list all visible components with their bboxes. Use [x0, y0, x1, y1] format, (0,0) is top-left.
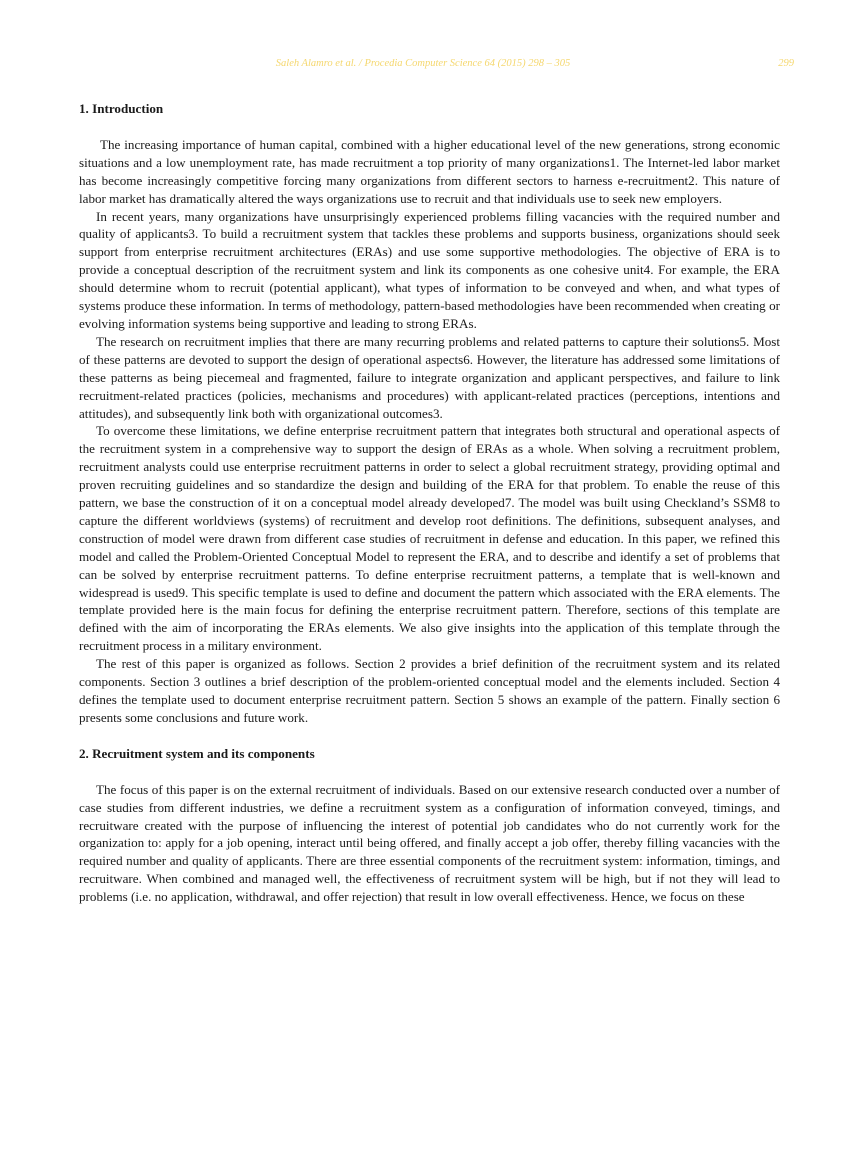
section-heading-recruitment-system: 2. Recruitment system and its components — [79, 745, 315, 761]
section-gap — [79, 727, 780, 745]
paragraph: The focus of this paper is on the external recruitment of individuals. Based on our extensive research conducted over a number of case studies from different industries, we define a recruitment system as a configuration of information conveyed, timings, and recruitware created with the purpose of influencing the interest of potential job candidates who do not currently work for the organization to: apply for a job opening, interact until being offered, and finally accept a job offer, thereby filling vacancies with the required number and quality of applicants. There are three essential components of the recruitment system: information, timings, and recruitware. When combined and managed well, the effectiveness of recruitment system will be high, but if not they will lead to problems (i.e. no application, withdrawal, and offer rejection) that result in low overall effectiveness. Hence, we focus on these — [79, 781, 780, 905]
paragraph: The increasing importance of human capital, combined with a higher educational level of the new generations, strong economic situations and a low unemployment rate, has made recruitment a top priority of many organizations1. The Internet-led labor market has become increasingly competitive forcing many organizations from different sectors to harness e-recruitment2. This nature of labor market has dramatically altered the ways organizations use to recruit and that individuals use to seek new employers. — [79, 136, 780, 206]
paragraph: To overcome these limitations, we define enterprise recruitment pattern that integrates both structural and operational aspects of the recruitment system in a comprehensive way to support the design of ERAs as a whole. When solving a recruitment problem, recruitment analysts could use enterprise recruitment patterns in order to select a global recruitment strategy, providing optimal and proven recruiting guidelines and so standardize the design and building of the ERA for that problem. To enable the reuse of this pattern, we base the construction of it on a conceptual model already developed7. The model was built using Checkland’s SSM8 to capture the different worldviews (systems) of recruitment and develop root definitions. The definitions, subsequent analyses, and construction of model were drawn from different case studies of recruitment in defense and education. In this paper, we refined this model and called the Problem-Oriented Conceptual Model to represent the ERA, and to describe and identify a set of problems that can be solved by enterprise recruitment patterns. To define enterprise recruitment patterns, a template that is well-known and widespread is used9. This specific template is used to define and document the pattern which associated with the ERA elements. The template provided here is the main focus for defining the enterprise recruitment pattern. Therefore, sections of this template are defined with the aim of incorporating the ERAs elements. We also give insights into the application of this template through the recruitment process in a military environment. — [79, 423, 780, 654]
paragraph: In recent years, many organizations have unsurprisingly experienced problems filling vacancies with the required number and quality of applicants3. To build a recruitment system that tackles these problems and supports business, organizations should seek support from enterprise recruitment architectures (ERAs) and use some supportive methodologies. The objective of ERA is to provide a conceptual description of the recruitment system and link its components as one cohesive unit4. For example, the ERA should determine whom to recruit (potential applicant), what types of information to be conveyed and when, and what types of systems produce these information. In terms of methodology, pattern-based methodologies have been recommended when creating or evolving information systems being supportive and leading to strong ERAs. — [79, 208, 780, 331]
running-title: Saleh Alamro et al. / Procedia Computer Science 64 (2015) 298 – 305 — [275, 58, 571, 69]
paragraph: The rest of this paper is organized as follows. Section 2 provides a brief definition of the recruitment system and its related components. Section 3 outlines a brief description of the problem-oriented conceptual model and the elements included. Section 4 defines the template used to document enterprise recruitment pattern. Section 5 shows an example of the pattern. Finally section 6 presents some conclusions and future work. — [79, 656, 780, 725]
page-body — [79, 100, 780, 906]
paragraph: The research on recruitment implies that there are many recurring problems and related patterns to capture their solutions5. Most of these patterns are devoted to support the design of operational aspects6. However, the literature has addressed some limitations of these patterns as being piecemeal and fragmented, failure to integrate organization and applicant perspectives, and failure to link recruitment-related practices (policies, mechanisms and procedures) with applicant-related practices (perceptions, intentions and attitudes), and subsequently link both with organizational outcomes3. — [79, 333, 780, 421]
section-heading-introduction: 1. Introduction — [79, 101, 164, 116]
running-header — [0, 58, 846, 76]
page-number: 299 — [778, 58, 794, 69]
